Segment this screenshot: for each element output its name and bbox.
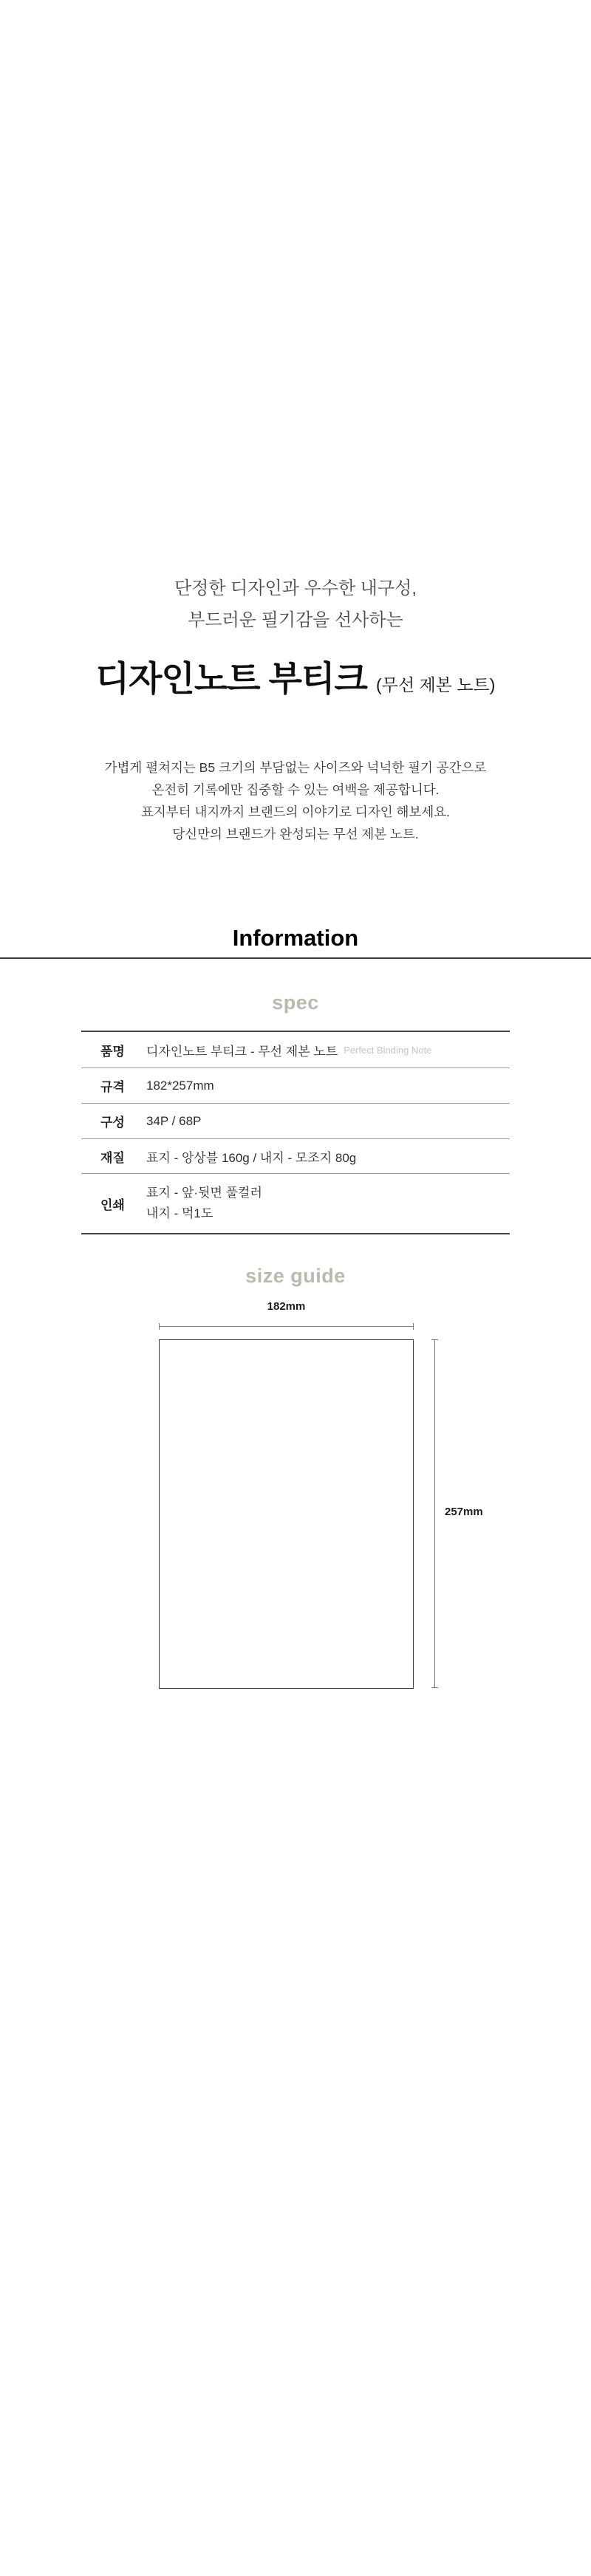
spec-label: 구성 <box>100 1116 125 1130</box>
spec-label: 품명 <box>100 1044 125 1059</box>
table-row <box>81 1104 510 1139</box>
table-row <box>81 1032 510 1068</box>
spec-value: 182*257mm <box>146 1078 214 1093</box>
information-heading: Information <box>232 925 359 951</box>
width-dimension-label: 182mm <box>267 1300 306 1313</box>
product-description <box>0 756 591 845</box>
information-divider <box>0 957 591 959</box>
spec-label: 규격 <box>100 1080 125 1094</box>
desc-line3: 표지부터 내지까지 브랜드의 이야기로 디자인 해보세요. <box>141 804 450 819</box>
spec-value: 표지 - 앞·뒷면 풀컬러 내지 - 먹1도 <box>146 1186 262 1220</box>
desc-line1: 가볍게 펼쳐지는 B5 크기의 부담없는 사이즈와 넉넉한 필기 공간으로 <box>104 760 487 775</box>
spec-table <box>81 1031 510 1234</box>
table-row <box>81 1068 510 1104</box>
spec-heading: spec <box>272 991 319 1014</box>
desc-line4: 당신만의 브랜드가 완성되는 무선 제본 노트. <box>172 827 419 841</box>
tagline <box>0 573 591 636</box>
width-dimension-line <box>159 1326 414 1327</box>
tagline-line1: 단정한 디자인과 우수한 내구성, <box>174 578 417 598</box>
spec-label: 재질 <box>100 1150 125 1165</box>
tagline-line2: 부드러운 필기감을 선사하는 <box>188 610 403 630</box>
page-title <box>0 652 591 701</box>
spec-value: 표지 - 앙상블 160g / 내지 - 모조지 80g <box>146 1150 357 1165</box>
table-row <box>81 1139 510 1174</box>
product-title-note: (무선 제본 노트) <box>375 675 496 694</box>
spec-value: 디자인노트 부티크 - 무선 제본 노트 <box>146 1044 338 1059</box>
desc-line2: 온전히 기록에만 집중할 수 있는 여백을 제공합니다. <box>151 782 440 797</box>
size-guide-heading: size guide <box>245 1265 346 1287</box>
height-dimension-line <box>434 1339 435 1688</box>
table-row <box>81 1174 510 1234</box>
height-dimension-label: 257mm <box>445 1506 483 1518</box>
spec-value: 34P / 68P <box>146 1113 202 1128</box>
size-guide-rectangle <box>159 1339 414 1689</box>
spec-label: 인쇄 <box>100 1198 125 1212</box>
product-title: 디자인노트 부티크 <box>95 659 376 698</box>
spec-note: Perfect Binding Note <box>344 1044 432 1056</box>
